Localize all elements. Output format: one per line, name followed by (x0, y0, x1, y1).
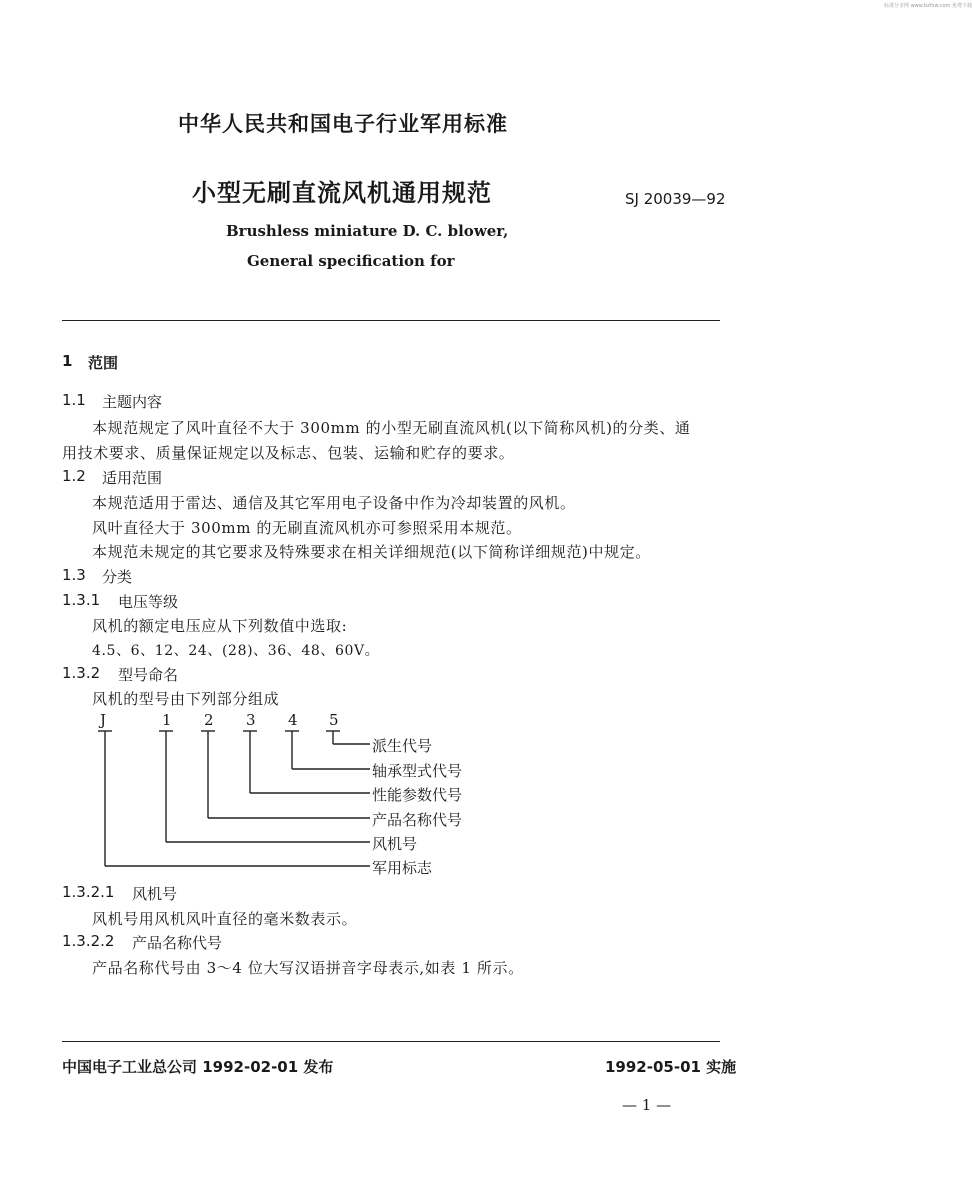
footer-divider (62, 1041, 720, 1042)
paragraph: 风机的额定电压应从下列数值中选取: (92, 617, 348, 635)
paragraph: 风机的型号由下列部分组成 (92, 690, 280, 708)
model-code-2: 2 (204, 711, 214, 729)
section-1-3-number: 1.3 (62, 566, 86, 584)
document-title: 小型无刷直流风机通用规范 (192, 179, 492, 207)
label-military-mark: 军用标志 (372, 859, 433, 877)
label-bearing-type-code: 轴承型式代号 (372, 762, 463, 780)
section-1-3-2-2-number: 1.3.2.2 (62, 932, 115, 950)
paragraph: 本规范未规定的其它要求及特殊要求在相关详细规范(以下简称详细规范)中规定。 (92, 543, 651, 561)
model-code-3: 3 (246, 711, 256, 729)
page-number: — 1 — (622, 1096, 672, 1114)
model-code-4: 4 (288, 711, 298, 729)
section-1-title: 范围 (88, 354, 119, 372)
english-title-line2: General specification for (247, 252, 455, 270)
paragraph: 本规范适用于雷达、通信及其它军用电子设备中作为冷却装置的风机。 (92, 494, 576, 512)
section-1-3-2-title: 型号命名 (118, 666, 179, 684)
paragraph: 风叶直径大于 300mm 的无刷直流风机亦可参照采用本规范。 (92, 519, 522, 537)
label-derivative-code: 派生代号 (372, 737, 433, 755)
section-1-1-title: 主题内容 (102, 393, 163, 411)
section-1-3-2-2-title: 产品名称代号 (132, 934, 223, 952)
paragraph: 产品名称代号由 3～4 位大写汉语拼音字母表示,如表 1 所示。 (92, 959, 524, 977)
model-code-5: 5 (329, 711, 339, 729)
watermark-text: 标准分享网 www.bzfxw.com 免费下载 (884, 3, 972, 9)
model-code-1: 1 (162, 711, 172, 729)
section-1-3-2-1-title: 风机号 (132, 885, 178, 903)
section-1-3-2-1-number: 1.3.2.1 (62, 883, 115, 901)
document-number: SJ 20039—92 (625, 190, 726, 208)
section-1-3-title: 分类 (102, 568, 133, 586)
paragraph: 风机号用风机风叶直径的毫米数表示。 (92, 910, 358, 928)
label-product-name-code: 产品名称代号 (372, 811, 463, 829)
label-fan-number: 风机号 (372, 835, 418, 853)
standard-org-title: 中华人民共和国电子行业军用标准 (178, 112, 508, 136)
paragraph: 本规范规定了风叶直径不大于 300mm 的小型无刷直流风机(以下简称风机)的分类、通 (92, 419, 691, 437)
english-title-line1: Brushless miniature D. C. blower, (226, 222, 509, 240)
paragraph: 用技术要求、质量保证规定以及标志、包装、运输和贮存的要求。 (62, 444, 515, 462)
section-1-3-1-number: 1.3.1 (62, 591, 101, 609)
voltage-values: 4.5、6、12、24、(28)、36、48、60V。 (92, 643, 380, 659)
section-1-1-number: 1.1 (62, 391, 86, 409)
section-1-2-number: 1.2 (62, 467, 86, 485)
section-1-2-title: 适用范围 (102, 469, 163, 487)
section-1-3-1-title: 电压等级 (118, 593, 179, 611)
section-1-number: 1 (62, 352, 73, 370)
model-code-j: J (100, 711, 107, 729)
publisher-line: 中国电子工业总公司 1992-02-01 发布 (62, 1058, 334, 1076)
label-performance-code: 性能参数代号 (372, 786, 463, 804)
section-1-3-2-number: 1.3.2 (62, 664, 101, 682)
effective-date: 1992-05-01 实施 (605, 1058, 737, 1076)
